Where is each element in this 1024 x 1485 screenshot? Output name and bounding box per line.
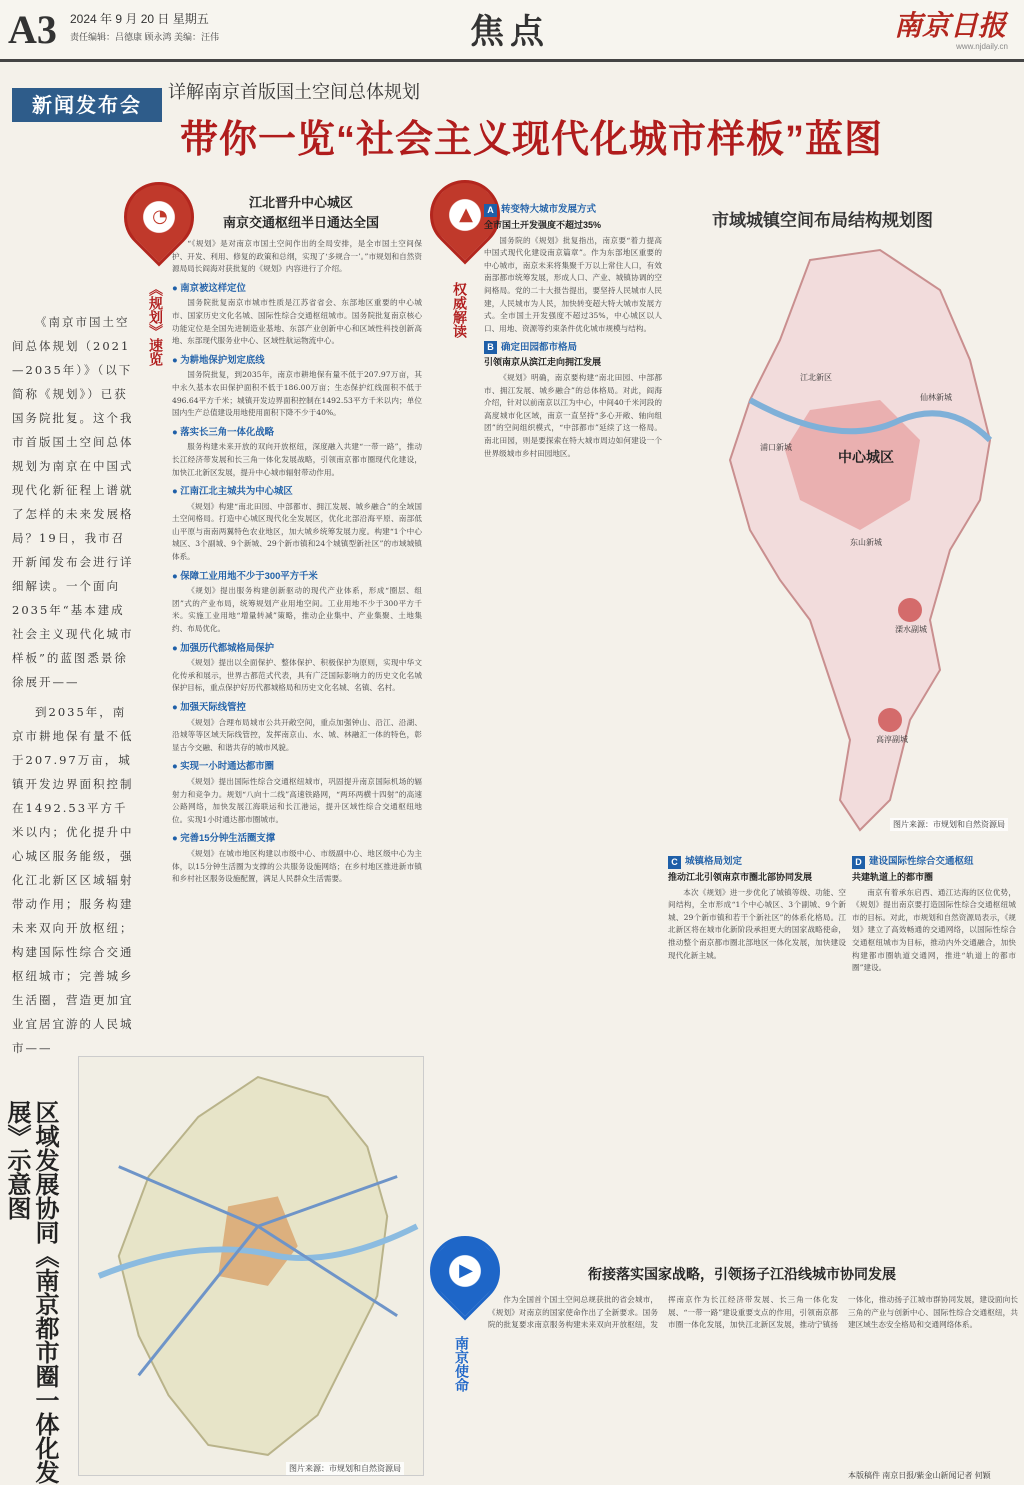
growth-chart-icon: ▲: [459, 203, 473, 225]
block3-text: 作为全国首个国土空间总规获批的省会城市，《规划》对南京的国家使命作出了全新要求。国务院的批复要求南京服务构建未来双向开放枢纽，发挥南京作为长江经济带发展、长三角一体化发展、“一带一路”建设重要支点的作用，引领南京都市圈一体化发展，加快江北新区发展，推动宁镇扬一体化，推动扬子江城市群协同发展，建设面向长三角的产业与创新中心、国际性综合交通枢纽，共建区域生态安全格局和交通网络体系。: [488, 1295, 1018, 1330]
block2-col1: [484, 198, 662, 1248]
block1-section-heading: ● 完善15分钟生活圈支撑: [172, 832, 422, 845]
block1-body: [172, 238, 422, 1060]
region-map-title: 区域发展协同《南京都市圈一体化发展》示意图: [3, 1100, 58, 1484]
block1-section-heading: ● 落实长三角一体化战略: [172, 426, 422, 439]
block1-section-heading: ● 江南江北主城共为中心城区: [172, 485, 422, 498]
section-text: 南京有着承东启西、通江达海的区位优势，《规划》提出南京要打造国际性综合交通枢纽城市的目标。对此，市规划和自然资源局表示，《规划》建立了高效畅通的交通网络，以国际性综合交通枢纽城市为目标，推动内外交通融合，加快构建都市圈轨道交通网，推进“轨道上的都市圈”建设。: [852, 887, 1016, 973]
intro-column: [12, 310, 137, 1060]
block2-col2: [668, 850, 846, 1250]
sub-city-marker: [878, 708, 902, 732]
page-number: A3: [8, 7, 57, 52]
block1-section-text: 《规划》提出国际性综合交通枢纽城市，巩固提升南京国际机场的辐射力和竞争力。规划“八向十二线”高速铁路网，“两环两横十四射”的高速公路网络，加快发展江海联运和长江港运，提升区域性综合交通枢纽地位。实现1小时通达都市圈城市。: [172, 776, 422, 824]
block2-section-heading: [484, 341, 662, 354]
article-subtitle: 详解南京首版国土空间总体规划: [168, 82, 420, 102]
block1-section-text: 国务院批复，到2035年，南京市耕地保有量不低于207.97万亩，其中永久基本农田保护面积不低于186.00万亩；生态保护红线面积不低于496.64平方千米；城镇开发边界面积控制在1492.53平方千米以内；单位国内生产总值建设用地使用面积下降不少于40%。: [172, 370, 422, 418]
newspaper-logo: 南京日报: [893, 9, 1006, 42]
website-url[interactable]: www.njdaily.cn: [956, 42, 1008, 51]
block1-section-heading: ● 保障工业用地不少于300平方千米: [172, 570, 422, 583]
section-subtitle: 推动江北引领南京市圈北部协同发展: [668, 872, 813, 882]
intro-body: 到2035年，南京市耕地保有量不低于207.97万亩，城镇开发边界面积控制在1492.53平方千米以内；优化提升中心城区服务能级，强化江北新区区域辐射带动作用；服务构建未来双向开放枢纽；构建国际性综合交通枢纽城市；完善城乡生活圈，营造更加宜业宜居宜游的人民城市——: [12, 705, 134, 1055]
block2-tag: 权威解读: [452, 282, 468, 338]
block1-section-text: 《规划》提出服务构建创新驱动的现代产业体系，形成“圈层、组团”式的产业布局，统筹规划产业用地空间。工业用地不少于300平方千米。实施工业用地“增量转减”策略，推动企业集中、产业集聚、土地集约、布局优化。: [172, 586, 422, 634]
block1-section-heading: ● 南京被这样定位: [172, 282, 422, 295]
block1-section-text: 《规划》提出以全面保护、整体保护、积极保护为原则，实现中华文化传承和展示，世界古都范式代表，具有广泛国际影响力的历史文化名城保护目标，重点保护好历代都城格局和历史文化名城、名镇、名村。: [172, 658, 422, 693]
block1-section-text: 服务构建未来开放的双向开放枢纽，深度融入共建“一带一路”，推动长江经济带发展和长三角一体化发展战略，引领南京都市圈现代化建设，加快江北新区发展，提升中心城市辐射带动作用。: [172, 442, 422, 477]
block1-section-heading: ● 加强历代都城格局保护: [172, 642, 422, 655]
block2-section-heading: [852, 856, 1016, 869]
block1-section-text: 《规划》合理布局城市公共开敞空间，重点加强钟山、沿江、沿湖、沿城等等区域天际线管控，发挥南京山、水、城、林融汇一体的特色，彰显古今交融、和谐共存的城市风貌。: [172, 717, 422, 752]
block1-title-1: 江北晋升中心城区: [248, 195, 353, 210]
page-header: [0, 0, 1024, 62]
section-letter-badge: C: [668, 856, 681, 869]
block2-col3: [852, 850, 1016, 1250]
map-label: 江北新区: [800, 373, 832, 382]
structure-map-credit: 图片来源：市规划和自然资源局: [890, 818, 1008, 831]
byline: 本版稿件 南京日报/紫金山新闻记者 何颖: [848, 1471, 991, 1480]
press-conference-badge: 新闻发布会: [12, 88, 162, 122]
block1-lead: “《规划》是对南京市国土空间作出的全局安排，是全市国土空间保护、开发、利用、修复的政策和总纲，实现了‘多规合一’。”市规划和自然资源局局长阎海对获批复的《规划》内容进行了介绍。: [172, 239, 422, 274]
pie-chart-icon: ◔: [152, 205, 168, 227]
section-text: 国务院的《规划》批复指出，南京要“着力提高中国式现代化建设南京篇章”。作为东部地区重要的中心城市，南京未来将集聚千万以上常住人口，有效南部都市统筹发展，形成人口、产业、城镇协调的空间格局。党的二十大报告提出，要坚持人民城市人民建，人民城市为人民，加快转变超大特大城市发展方式。全市国土开发强度不超过35%，中心城区以人口、用地、资源等约束条件优化城市规模与结构。: [484, 235, 662, 333]
map-label-core: 中心城区: [838, 449, 894, 465]
map-label: 溧水副城: [895, 625, 927, 634]
region-map-credit: 图片来源：市规划和自然资源局: [286, 1462, 404, 1475]
block1-section-heading: ● 为耕地保护划定底线: [172, 354, 422, 367]
section-subtitle: 全市国土开发强度不超过35%: [484, 220, 602, 230]
section-title: 焦点: [470, 12, 550, 52]
section-letter-badge: D: [852, 856, 865, 869]
block1-section-text: 国务院批复南京市城市性质是江苏省省会、东部地区重要的中心城市、国家历史文化名城、国际性综合交通枢纽城市。国务院批复南京核心功能定位是全国先进制造业基地、东部产业创新中心和区域性科技创新高地、东部现代服务业中心、区域性航运物流中心。: [172, 298, 422, 346]
article-headline: 带你一览“社会主义现代化城市样板”蓝图: [180, 119, 884, 161]
sub-city-marker: [898, 598, 922, 622]
section-title: 确定田园都市格局: [501, 341, 578, 353]
block3-tag: 南京使命: [454, 1336, 470, 1392]
block1-section-text: 《规划》在城市地区构建以市级中心、市级副中心、地区级中心为主体，以15分钟生活圈为支撑的公共服务设施网络；在乡村地区推进新市镇和乡村社区服务设施配置，满足人民群众生活需要。: [172, 848, 422, 884]
section-subtitle: 共建轨道上的都市圈: [852, 872, 934, 882]
section-text: 《规划》明确，南京要构建“南北田园、中部都市、拥江发展、城乡融合”的总体格局。对此，阎海介绍，针对以前南京以江为中心，中间40千米河段的高度城市化区域，南京一直坚持“多心开敞、轴向组团”的空间组织模式，“中部都市”延续了这一格局。南北田园，则是要探索在特大城市周边如何建设一个世界级城市乡村田园地区。: [484, 372, 662, 458]
block3-body: [488, 1294, 1018, 1458]
block1-tag: 《规划》速览: [148, 282, 164, 366]
section-subtitle: 引领南京从滨江走向拥江发展: [484, 357, 602, 368]
section-letter-badge: B: [484, 341, 497, 354]
block2-section-heading: [484, 204, 662, 217]
block1-section-text: 《规划》构建“南北田园、中部都市、拥江发展、城乡融合”的全域国土空间格局。打造中心城区现代化全发展区，优化北部沿海平原、南部低山平原与南南两翼特色农业地区，加大城乡统筹发展力度。构建“1个中心城区、3个副城、9个新城、29个新市镇和24个城镇型新社区”的市域城镇体系。: [172, 501, 422, 562]
block2-section-heading: [668, 856, 846, 869]
block1-section-heading: ● 实现一小时通达都市圈: [172, 760, 422, 773]
block3-heading: 衔接落实国家战略，引领扬子江沿线城市协同发展: [588, 1266, 896, 1282]
structure-map: [690, 200, 1020, 840]
map-label: 仙林新城: [920, 393, 952, 402]
issue-date: 2024 年 9 月 20 日 星期五: [70, 12, 209, 26]
runner-icon: ▶: [459, 1259, 473, 1281]
section-text: 本次《规划》进一步优化了城镇等级、功能、空间结构，全市形成“1个中心城区、3个副城、9个新城、29个新市镇和若干个新社区”的体系化格局。江北新区将在城市化新阶段承担更大的国家战略使命，推动整个南京都市圈北部地区一体化发展，加快建设现代化新主城。: [668, 887, 846, 960]
section-title: 城镇格局划定: [685, 856, 743, 868]
map-label: 高淳副城: [876, 735, 908, 744]
region-map: [78, 1056, 424, 1476]
editors-line: 责任编辑：吕德康 顾永鸿 美编：汪伟: [70, 32, 220, 42]
section-title: 转变特大城市发展方式: [501, 204, 597, 216]
structure-map-title: 市域城镇空间布局结构规划图: [712, 211, 933, 230]
section-title: 建设国际性综合交通枢纽: [869, 856, 974, 868]
block1-title-2: 南京交通枢纽半日通达全国: [222, 215, 379, 230]
section-letter-badge: A: [484, 204, 497, 217]
intro-lead: 《南京市国土空间总体规划（2021—2035年）》（以下简称《规划》）已获国务院批复。这个我市首版国土空间总体规划为南京在中国式现代化新征程上谱就了怎样的未来发展格局？19日，我市召开新闻发布会进行详细解读。一个面向2035年“基本建成社会主义现代化城市样板”的蓝图悉景徐徐展开——: [12, 315, 134, 689]
block1-section-heading: ● 加强天际线管控: [172, 701, 422, 714]
map-label: 浦口新城: [760, 443, 792, 452]
map-label: 东山新城: [850, 538, 882, 547]
